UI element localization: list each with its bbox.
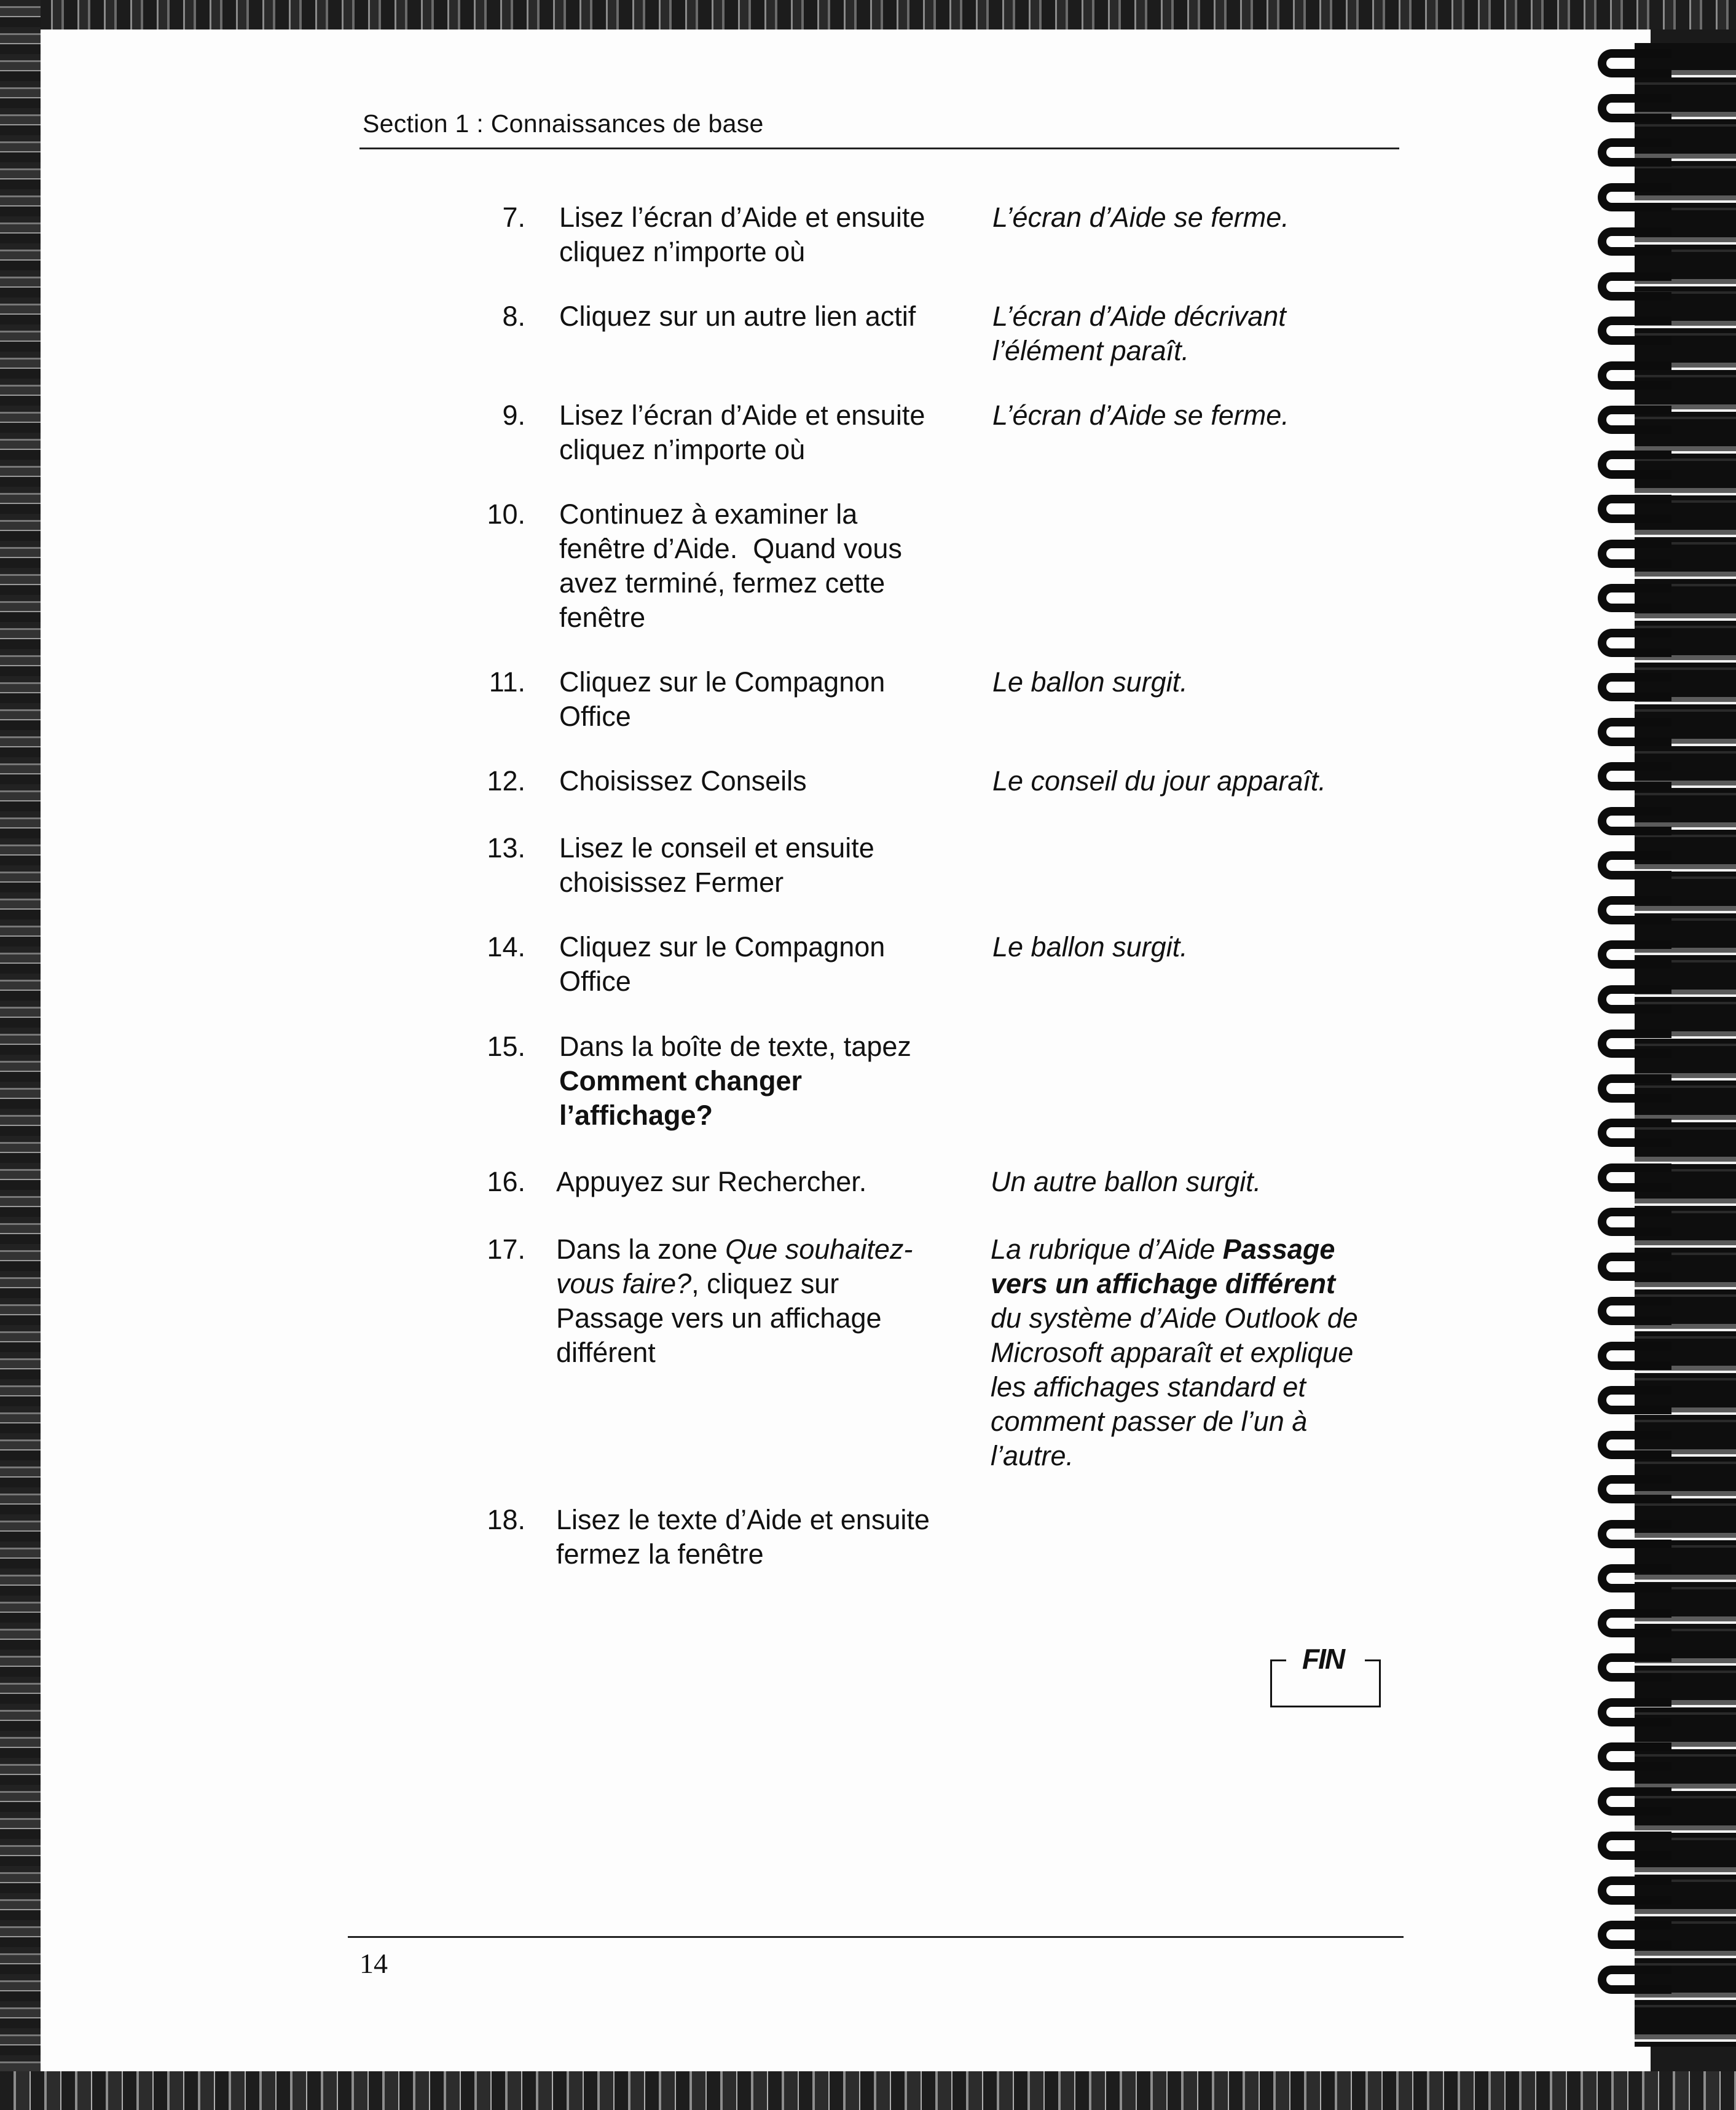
step-number: 9.: [502, 400, 525, 431]
step-result: [991, 1232, 1390, 1473]
action-text: , cliquez sur: [691, 1268, 839, 1299]
spiral-binding: [1598, 43, 1736, 2047]
step-number: 8.: [502, 301, 525, 332]
result-line: L’écran d’Aide se ferme.: [992, 202, 1289, 233]
action-line: Office: [559, 701, 631, 732]
result-line: Le conseil du jour apparaît.: [992, 765, 1326, 797]
binding-coil: [1598, 1074, 1671, 1103]
help-topic-title: vers un affichage différent: [991, 1268, 1336, 1299]
binding-coil: [1598, 1742, 1671, 1771]
result-line: L’écran d’Aide décrivant: [992, 301, 1286, 332]
step-action: [559, 299, 959, 334]
step-action: [559, 930, 959, 999]
step-result: [992, 665, 1392, 699]
step-number: 7.: [502, 202, 525, 233]
binding-coil: [1598, 94, 1671, 122]
action-line: fermez la fenêtre: [556, 1538, 764, 1570]
action-line: cliquez n’importe où: [559, 434, 806, 465]
result-line: du système d’Aide Outlook de: [991, 1302, 1358, 1334]
action-line: différent: [556, 1337, 656, 1368]
action-line: Lisez l’écran d’Aide et ensuite: [559, 400, 925, 431]
result-line: Le ballon surgit.: [992, 931, 1188, 962]
scan-border-top: [0, 0, 1736, 30]
action-text: Dans la zone: [556, 1234, 726, 1265]
step-action: [556, 1232, 956, 1370]
binding-coil: [1598, 940, 1671, 969]
action-line: Office: [559, 966, 631, 997]
binding-coil: [1598, 361, 1671, 390]
binding-coil: [1598, 1208, 1671, 1236]
binding-coil: [1598, 985, 1671, 1014]
action-line: Appuyez sur Rechercher.: [556, 1166, 867, 1197]
page-number: 14: [359, 1948, 388, 1979]
scan-border-left: [0, 0, 41, 2110]
binding-coil: [1598, 495, 1671, 523]
binding-coil: [1598, 807, 1671, 835]
binding-coil: [1598, 1342, 1671, 1370]
step-number: 12.: [487, 765, 525, 797]
end-marker: [1270, 1643, 1381, 1707]
step-result: [991, 1165, 1390, 1199]
binding-coil: [1598, 1163, 1671, 1192]
result-line: L’écran d’Aide se ferme.: [992, 400, 1289, 431]
binding-coil: [1598, 1475, 1671, 1503]
binding-coil: [1598, 629, 1671, 657]
binding-coil: [1598, 1253, 1671, 1281]
step-number: 10.: [487, 498, 525, 530]
action-line: choisissez Fermer: [559, 867, 784, 898]
action-line: Cliquez sur le Compagnon: [559, 666, 886, 698]
result-line: Microsoft apparaît et explique: [991, 1337, 1354, 1368]
binding-coil: [1598, 406, 1671, 434]
binding-coil: [1598, 762, 1671, 790]
step-action: [559, 1029, 959, 1133]
binding-coil: [1598, 49, 1671, 77]
action-line: fenêtre d’Aide. Quand vous: [559, 533, 902, 564]
action-line: Passage vers un affichage: [556, 1302, 882, 1334]
step-action: [559, 831, 959, 900]
binding-coil: [1598, 1029, 1671, 1058]
action-line: [556, 1232, 956, 1267]
action-line: avez terminé, fermez cette: [559, 567, 886, 599]
header-divider: [359, 148, 1399, 149]
action-line: cliquez n’importe où: [559, 236, 806, 267]
section-header: Section 1 : Connaissances de base: [363, 109, 764, 138]
step-number: 15.: [487, 1031, 525, 1062]
binding-coil: [1598, 673, 1671, 701]
result-line: comment passer de l’un à: [991, 1406, 1308, 1437]
step-number: 16.: [487, 1166, 525, 1197]
binding-coil: [1598, 1431, 1671, 1459]
action-line: Lisez le conseil et ensuite: [559, 832, 874, 864]
binding-coil: [1598, 1386, 1671, 1414]
step-number: 11.: [489, 666, 525, 698]
action-line: Lisez le texte d’Aide et ensuite: [556, 1504, 930, 1535]
scan-border-bottom: [0, 2071, 1736, 2110]
binding-coil: [1598, 851, 1671, 880]
binding-coil: [1598, 1564, 1671, 1592]
action-line: [556, 1267, 956, 1301]
binding-coil: [1598, 584, 1671, 612]
action-line: Lisez l’écran d’Aide et ensuite: [559, 202, 925, 233]
step-action: [559, 398, 959, 467]
binding-coil: [1598, 1520, 1671, 1548]
step-result: [992, 764, 1392, 798]
result-line: l’élément paraît.: [992, 335, 1190, 366]
binding-coil: [1598, 1966, 1671, 1994]
binding-coil: [1598, 138, 1671, 167]
binding-coil: [1598, 1653, 1671, 1682]
binding-coil: [1598, 183, 1671, 211]
binding-coil: [1598, 1921, 1671, 1949]
binding-coil: [1598, 718, 1671, 746]
binding-coil: [1598, 317, 1671, 345]
step-action: [559, 665, 959, 734]
binding-coil: [1598, 1698, 1671, 1726]
step-result: [992, 299, 1392, 368]
action-line: Dans la boîte de texte, tapez: [559, 1031, 911, 1062]
step-action: [559, 764, 959, 798]
action-line: Cliquez sur un autre lien actif: [559, 301, 916, 332]
binding-coil: [1598, 1832, 1671, 1860]
step-number: 13.: [487, 832, 525, 864]
binding-coil: [1598, 451, 1671, 479]
end-marker-label: FIN: [1302, 1643, 1345, 1675]
step-result: [992, 930, 1392, 964]
step-action: [559, 200, 959, 269]
binding-coil: [1598, 896, 1671, 924]
binding-coil: [1598, 272, 1671, 301]
step-number: 18.: [487, 1504, 525, 1535]
binding-coil: [1598, 1119, 1671, 1147]
help-topic-title: Passage: [1222, 1234, 1335, 1265]
typed-query-line: l’affichage?: [559, 1100, 713, 1131]
result-line: les affichages standard et: [991, 1371, 1306, 1403]
result-text: La rubrique d’Aide: [991, 1234, 1223, 1265]
binding-coil: [1598, 540, 1671, 568]
step-result: [992, 398, 1392, 433]
step-action: [556, 1165, 956, 1199]
result-line: Le ballon surgit.: [992, 666, 1188, 698]
step-number: 14.: [487, 931, 525, 962]
step-result: [992, 200, 1392, 235]
binding-coil: [1598, 1297, 1671, 1325]
action-line: fenêtre: [559, 602, 646, 633]
result-line: [991, 1232, 1390, 1267]
dialog-field-name: Que souhaitez-: [725, 1234, 913, 1265]
action-line: Choisissez Conseils: [559, 765, 807, 797]
footer-divider: [348, 1936, 1404, 1938]
binding-coil: [1598, 1787, 1671, 1816]
action-line: Cliquez sur le Compagnon: [559, 931, 886, 962]
step-action: [556, 1503, 956, 1572]
typed-query-line: Comment changer: [559, 1065, 803, 1096]
dialog-field-name: vous faire?: [556, 1268, 692, 1299]
result-line: Un autre ballon surgit.: [991, 1166, 1262, 1197]
step-action: [559, 497, 959, 635]
binding-coil: [1598, 227, 1671, 256]
action-line: Continuez à examiner la: [559, 498, 858, 530]
binding-coil: [1598, 1876, 1671, 1905]
binding-coil: [1598, 1609, 1671, 1637]
result-line: l’autre.: [991, 1440, 1074, 1471]
step-number: 17.: [487, 1234, 525, 1265]
